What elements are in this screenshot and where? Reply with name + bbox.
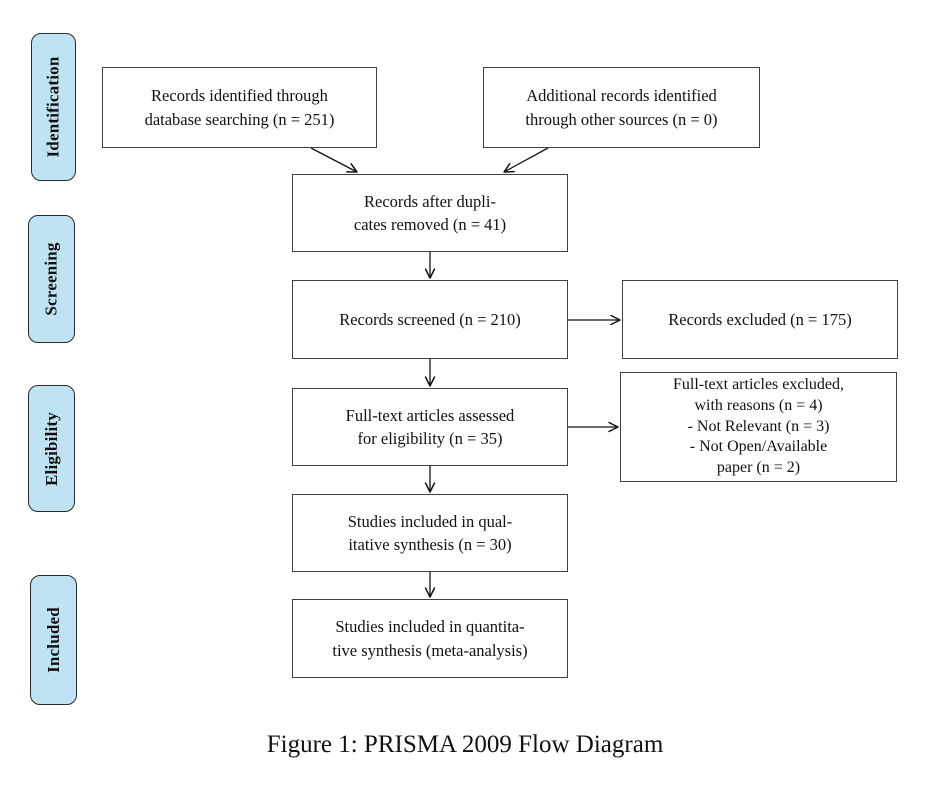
node-records-identified <box>102 67 377 148</box>
stage-label-eligibility <box>28 385 75 512</box>
stage-label-text: Screening <box>41 242 61 316</box>
node-text-line: database searching (n = 251) <box>144 109 335 129</box>
stage-label-text: Identification <box>43 56 63 158</box>
node-text-line: Additional records identified <box>526 86 717 106</box>
node-additional-records <box>483 67 760 148</box>
node-records-screened <box>292 280 568 359</box>
node-text-line: Full-text articles excluded, <box>672 376 845 394</box>
node-fulltext-excluded <box>620 372 897 482</box>
node-records-after-duplicates <box>292 174 568 252</box>
node-text-line: - Not Open/Available <box>689 438 828 456</box>
stage-label-text: Eligibility <box>41 411 61 486</box>
node-text-line: Studies included in quantita- <box>335 617 525 637</box>
stage-label-identification <box>31 33 76 181</box>
node-qualitative-synthesis <box>292 494 568 572</box>
node-text-line: tive synthesis (meta-analysis) <box>332 640 528 660</box>
node-text-line: Full-text articles assessed <box>345 405 515 425</box>
node-text-line: Records screened (n = 210) <box>339 309 521 329</box>
arrow-identified-to-duplicates <box>311 148 357 172</box>
node-fulltext-assessed <box>292 388 568 466</box>
node-text-line: with reasons (n = 4) <box>694 396 823 414</box>
node-text-line: Records after dupli- <box>364 191 496 211</box>
stage-label-included <box>30 575 77 705</box>
node-text-line: for eligibility (n = 35) <box>357 429 503 448</box>
node-text-line: cates removed (n = 41) <box>353 215 507 234</box>
figure-caption: Figure 1: PRISMA 2009 Flow Diagram <box>266 731 664 758</box>
node-text-line: - Not Relevant (n = 3) <box>687 417 830 435</box>
node-text-line: itative synthesis (n = 30) <box>348 535 512 554</box>
node-text-line: Studies included in qual- <box>347 511 513 531</box>
node-text-line: paper (n = 2) <box>716 459 801 477</box>
arrow-additional-to-duplicates <box>504 148 548 172</box>
node-text-line: Records identified through <box>151 86 328 106</box>
stage-label-screening <box>28 215 75 343</box>
stage-label-text: Included <box>43 607 63 673</box>
node-text-line: Records excluded (n = 175) <box>668 309 852 329</box>
node-records-excluded <box>622 280 898 359</box>
node-text-line: through other sources (n = 0) <box>525 109 718 129</box>
node-quantitative-synthesis <box>292 599 568 678</box>
